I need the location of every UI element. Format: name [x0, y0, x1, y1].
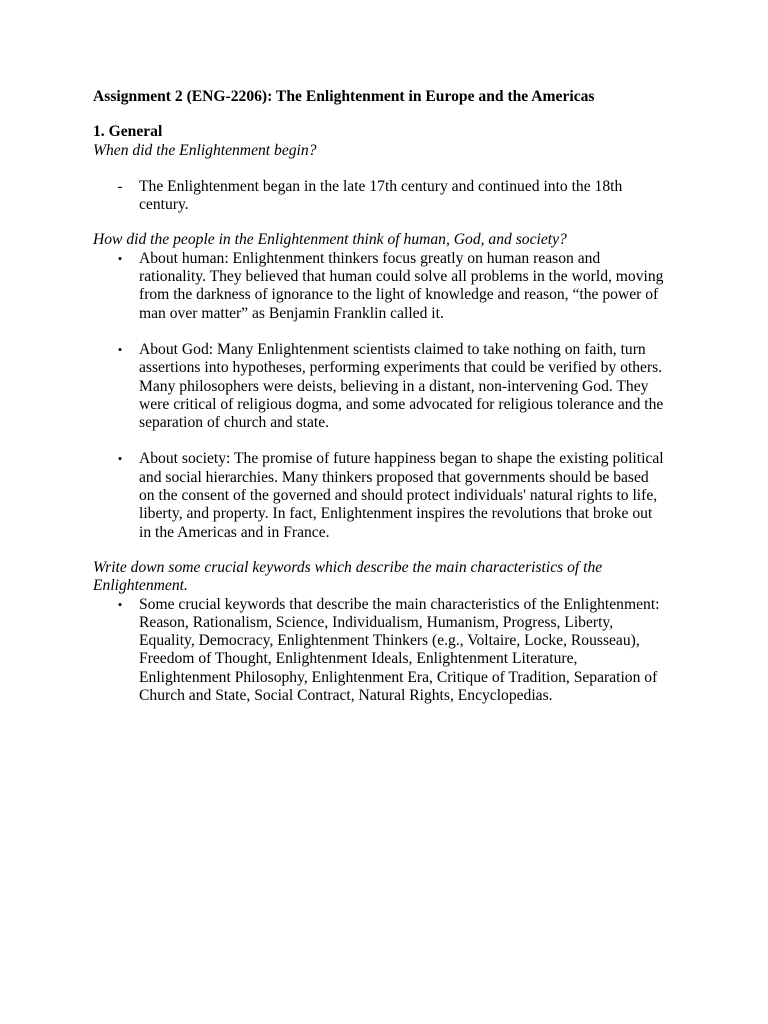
- answer-item: [93, 596, 668, 706]
- answer-text: The Enlightenment began in the late 17th century and continued into the 18th century.: [139, 177, 623, 214]
- answer-item: [93, 178, 668, 215]
- answer-list-2: [93, 250, 668, 542]
- dash-marker: -: [117, 177, 123, 195]
- answer-text: Some crucial keywords that describe the main characteristics of the Enlightenment: Reason, Rationalism, Science, Individualism, Humanism, Progress, Liberty, Equality, Democracy, Enlightenment Thinkers (e.g., Voltaire, Locke, Rousseau), Freedom of Thought, Enlightenment Ideals, Enlightenment Literature, Enlightenment Philosophy, Enlightenment Era, Critique of Tradition, Separation of Church and State, Social Contract, Natural Rights, Encyclopedias.: [139, 595, 660, 705]
- bullet-marker: •: [117, 250, 123, 266]
- answer-list-3: [93, 596, 668, 706]
- answer-item: [93, 250, 668, 323]
- question-1: When did the Enlightenment begin?: [93, 141, 317, 159]
- answer-text: About society: The promise of future happiness began to shape the existing political and social hierarchies. Many thinkers proposed that governments should be based on the consent of the governed and should protect individuals' natural rights to life, liberty, and property. In fact, Enlightenment inspires the revolutions that broke out in the Americas and in France.: [139, 450, 664, 541]
- question-3: Write down some crucial keywords which describe the main characteristics of the Enlightenment.: [93, 558, 603, 595]
- answer-item: [93, 450, 668, 541]
- answer-text: About human: Enlightenment thinkers focus greatly on human reason and rationality. They believed that human could solve all problems in the world, moving from the darkness of ignorance to the light of knowledge and reason, “the power of man over matter” as Benjamin Franklin called it.: [139, 249, 664, 322]
- section-heading: 1. General: [93, 123, 163, 141]
- answer-text: About God: Many Enlightenment scientists claimed to take nothing on faith, turn assertions into hypotheses, performing experiments that could be verified by others. Many philosophers were deists, believing in a distant, non-intervening God. They were critical of religious dogma, and some advocated for religious tolerance and the separation of church and state.: [139, 340, 664, 432]
- bullet-marker: •: [117, 341, 123, 357]
- bullet-marker: •: [117, 451, 123, 467]
- answer-item: [93, 341, 668, 432]
- answer-list-1: [93, 178, 668, 215]
- document-title: Assignment 2 (ENG-2206): The Enlightenment in Europe and the Americas: [93, 88, 595, 105]
- bullet-marker: •: [117, 596, 123, 612]
- question-2: How did the people in the Enlightenment think of human, God, and society?: [93, 231, 567, 249]
